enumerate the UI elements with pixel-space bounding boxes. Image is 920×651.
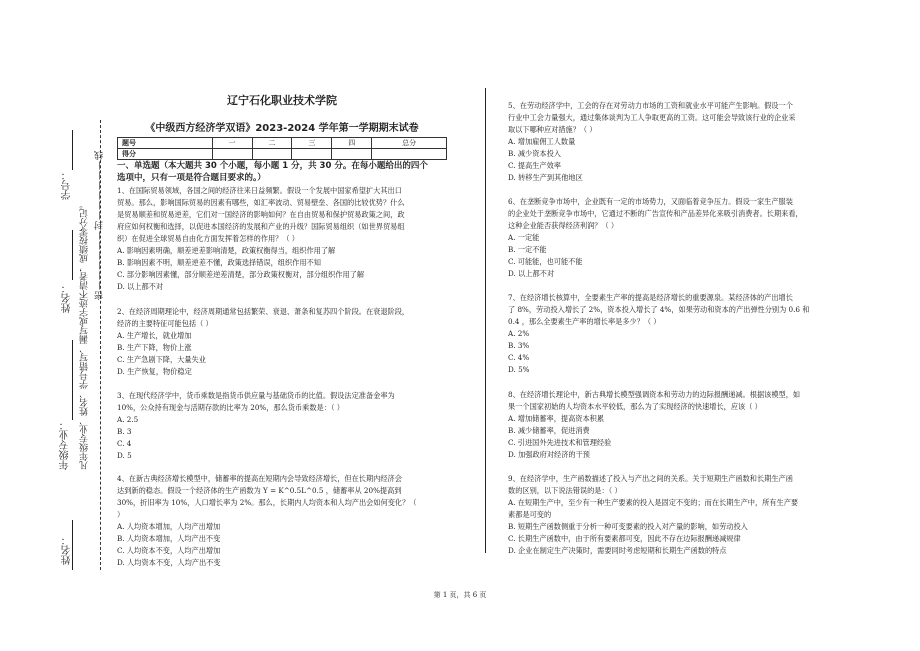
answer-option[interactable]: A. 增加储蓄率，提高资本积累 [508,414,605,423]
question-stem-line: 6、在垄断竞争市场中，企业既有一定的市场势力，又面临着竞争压力。假设一家生产服装 [508,197,793,206]
question-stem-line: 数的区别，以下说法错误的是：（ ） [508,486,622,495]
column-divider [485,88,486,553]
question-stem-line: 9、在经济学中，生产函数描述了投入与产出之间的关系。关于短期生产函数和长期生产函 [508,474,793,483]
answer-option[interactable]: A. 一定能 [508,233,540,242]
answer-option[interactable]: C. 部分影响因素懂，部分顺差逆差清楚，部分政策权衡对，部分组织作用了解 [117,270,365,279]
answer-option[interactable]: D. 企业在制定生产决策时，需要同时考虑短期和长期生产函数的特点 [508,546,727,555]
question-stem-line: 0.4 ，那么全要素生产率的增长率是多少？（ ） [508,317,661,326]
question-stem-line: 这种企业能否获得经济利润？（ ） [508,221,619,230]
answer-option[interactable]: A. 2.5 [117,415,139,424]
score-input-cell[interactable] [252,149,292,160]
question-stem-line: 贸易。那么，影响国际贸易的因素有哪些，如汇率波动、贸易壁垒、各国的比较优势？什么 [117,198,405,207]
answer-option[interactable]: B. 短期生产函数侧重于分析一种可变要素的投入对产量的影响，如劳动投入 [508,522,748,531]
answer-option[interactable]: B. 3 [117,427,132,436]
major-line [72,340,73,420]
question-1 [117,185,452,293]
name-line [72,230,73,280]
binding-warning: 凡年级专业、姓名、学号错写、漏写或字迹不清者，成绩按零分记。 [80,200,90,470]
answer-option[interactable]: C. 引进国外先进技术和管理经验 [508,438,612,447]
question-stem-line: 行业中工会力量强大，通过集体谈判为工人争取更高的工资。这可能会导致该行业的企业采 [508,113,796,122]
student-id-label: 学号： [62,170,73,200]
question-9 [508,473,858,557]
answer-option[interactable]: A. 在短期生产中，至少有一种生产要素的投入是固定不变的；而在长期生产中，所有生产要 [508,498,799,507]
name-label: 姓名： [62,283,73,313]
seal-dashed-line [100,120,101,570]
question-stem-line: 1、在国际贸易领域，各国之间的经济往来日益频繁。假设一个发展中国家希望扩大其出口 [117,186,402,195]
binding-margin [0,0,105,651]
answer-option[interactable]: B. 生产下降，物价上涨 [117,343,192,352]
answer-option[interactable]: C. 长期生产函数中，由于所有要素都可变，因此不存在边际报酬递减规律 [508,534,741,543]
major-label: 年级专业： [60,420,71,470]
answer-option[interactable]: B. 减少储蓄率，促进消费 [508,426,590,435]
answer-option[interactable]: B. 一定不能 [508,245,547,254]
question-8 [508,389,858,461]
answer-option[interactable]: 素都是可变的 [508,510,552,519]
question-stem-line: 达到新的稳态。假设一个经济体的生产函数为 Y = K^0.5L^0.5 ，储蓄率从 20%提高到 [117,486,402,495]
exam-title: 《中级西方经济学双语》2023-2024 学年第一学期期末试卷 [145,123,419,134]
score-table [117,137,447,160]
answer-option[interactable]: D. 人均资本不变，人均产出不变 [117,558,221,567]
question-stem-line: 3、在现代经济学中，货币乘数是指货币供应量与基础货币的比值。假设法定准备金率为 [117,391,395,400]
answer-option[interactable]: D. 以上都不对 [117,282,164,291]
answer-option[interactable]: A. 人均资本增加，人均产出增加 [117,522,221,531]
score-input-cell[interactable] [292,149,332,160]
answer-option[interactable]: D. 转移生产到其他地区 [508,173,583,182]
answer-option[interactable]: A. 增加雇佣工人数量 [508,137,576,146]
answer-option[interactable]: D. 加强政府对经济的干预 [508,450,590,459]
score-input-cell[interactable] [372,149,447,160]
bottom-name-label: 姓名： [62,535,73,565]
bottom-name-line [72,520,73,570]
section-heading-line: 选项中，只有一项是符合题目要求的。） [117,173,266,183]
question-stem-line: 的企业处于垄断竞争市场中，它通过不断的广告宣传和产品差异化来吸引消费者。长期来看， [508,209,803,218]
answer-option[interactable]: B. 人均资本增加，人均产出不变 [117,534,221,543]
answer-option[interactable]: B. 影响因素不明，顺差逆差不懂，政策选择错误，组织作用不知 [117,258,321,267]
question-4 [117,473,452,569]
question-stem-line: 织）在促进全球贸易自由化方面发挥着怎样的作用？（ ） [117,234,299,243]
score-cell: 得分 [118,149,213,160]
answer-option[interactable]: C. 提高生产效率 [508,161,561,170]
answer-option[interactable]: D. 5 [117,451,132,460]
score-cell: 总分 [372,138,447,149]
section-heading [117,160,447,184]
question-stem-line: 取以下哪种应对措施？（ ） [508,125,597,134]
question-stem-line: 4、在新古典经济增长模型中，储蓄率的提高在短期内会导致经济增长，但在长期内经济会 [117,474,402,483]
question-stem-line: 5、在劳动经济学中，工会的存在对劳动力市场的工资和就业水平可能产生影响。假设一个 [508,101,793,110]
question-6 [508,196,858,280]
answer-option[interactable]: D. 生产恢复，物价稳定 [117,367,192,376]
answer-option[interactable]: C. 可能能，也可能不能 [508,257,583,266]
question-5 [508,100,858,184]
score-cell: 二 [252,138,292,149]
score-table-header-row [118,138,447,149]
question-stem-line: 是贸易顺差和贸易逆差，它们对一国经济的影响如何？在自由贸易和保护贸易政策之间，政 [117,210,405,219]
question-stem-line: 10%，公众持有现金与活期存款的比率为 20%，那么货币乘数是：（ ） [117,403,344,412]
question-2 [117,306,452,378]
question-stem-line: 7、在经济增长核算中，全要素生产率的提高是经济增长的重要源泉。某经济体的产出增长 [508,293,793,302]
question-stem-line: ） [117,510,125,519]
answer-option[interactable]: A. 2% [508,329,530,338]
question-stem-line: 经济的主要特征可能包括（ ） [117,319,213,328]
question-stem-line: 了 8%，劳动投入增长了 2%，资本投入增长了 4%，如果劳动和资本的产出弹性分别为 0.6 和 [508,305,810,314]
answer-option[interactable]: B. 减少资本投入 [508,149,561,158]
question-stem-line: 府应如何权衡和选择，以促进本国经济的发展和产业的升级？国际贸易组织（如世界贸易组 [117,222,405,231]
score-cell: 一 [212,138,252,149]
section-heading-line: 一、单选题（本大题共 30 个小题，每小题 1 分，共 30 分。在每小题给出的四个 [117,161,428,171]
score-cell: 三 [292,138,332,149]
answer-option[interactable]: C. 人均资本不变，人均产出增加 [117,546,221,555]
score-cell: 四 [332,138,372,149]
score-cell: 题号 [118,138,213,149]
answer-option[interactable]: A. 生产增长，就业增加 [117,331,192,340]
answer-option[interactable]: B. 3% [508,341,530,350]
answer-option[interactable]: A. 影响因素明确，顺差逆差影响清楚，政策权衡得当，组织作用了解 [117,246,336,255]
question-stem-line: 8、在经济增长理论中，新古典增长模型强调资本和劳动力的边际报酬递减。根据该模型，如 [508,390,801,399]
score-input-cell[interactable] [212,149,252,160]
answer-option[interactable]: C. 生产急剧下降，大量失业 [117,355,206,364]
question-stem-line: 30%，折旧率为 10%，人口增长率为 2%。那么，长期内人均资本和人均产出会如何变化？（ [117,498,417,507]
score-table-score-row [118,149,447,160]
answer-option[interactable]: D. 5% [508,365,530,374]
student-id-line [72,130,73,170]
question-stem-line: 2、在经济周期理论中，经济周期通常包括繁荣、衰退、萧条和复苏四个阶段。在衰退阶段， [117,307,410,316]
question-stem-line: 果一个国家初始的人均资本水平较低，那么为了实现经济的快速增长，应该（ ） [508,402,762,411]
score-input-cell[interactable] [332,149,372,160]
question-3 [117,390,452,462]
answer-option[interactable]: D. 以上都不对 [508,269,555,278]
page-footer: 第 1 页，共 6 页 [433,591,487,599]
answer-option[interactable]: C. 4% [508,353,530,362]
seal-line-text: 密——————封——————线 [95,150,105,300]
question-7 [508,292,858,376]
answer-option[interactable]: C. 4 [117,439,132,448]
school-name: 辽宁石化职业技术学院 [227,94,337,107]
